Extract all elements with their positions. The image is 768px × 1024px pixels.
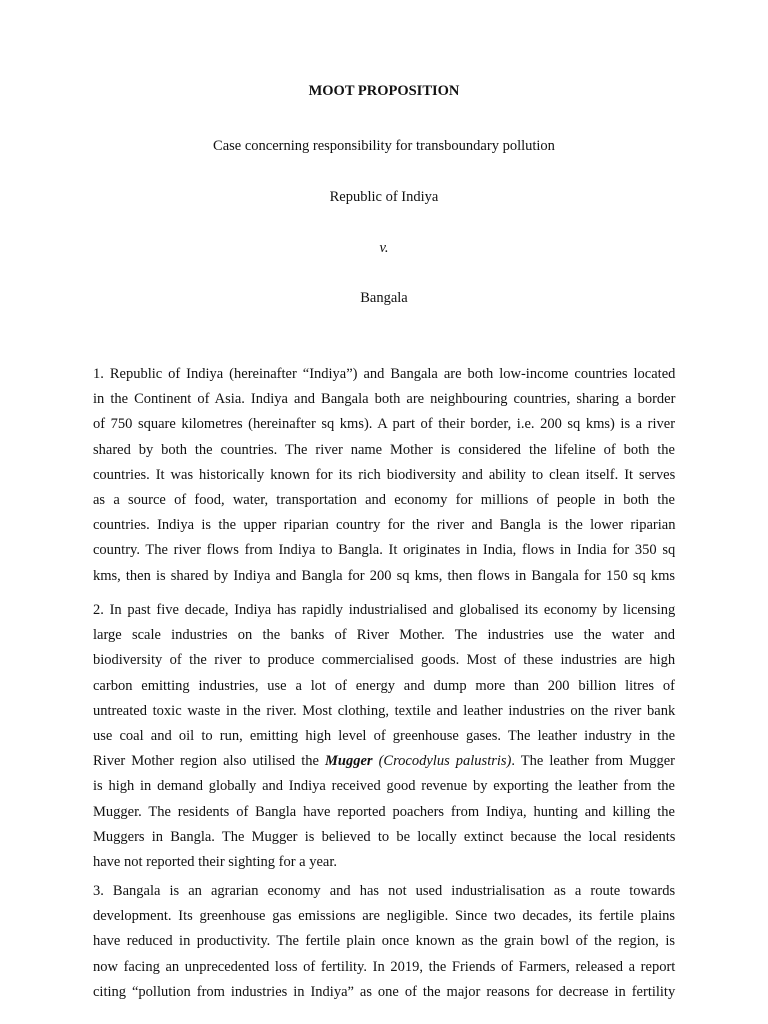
versus-label: v. [379,240,389,256]
party-applicant: Republic of Indiya [329,189,439,205]
paragraph-line: development. Its greenhouse gas emissions are negligible. Since two decades, its fertile plains [93,908,675,925]
paragraph-line: large scale industries on the banks of River Mother. The industries use the water and [93,627,675,644]
paragraph-1 [93,362,675,589]
paragraph-line: Mugger. The residents of Bangla have reported poachers from Indiya, hunting and killing the [93,803,675,820]
paragraph-line: 2. In past five decade, Indiya has rapidly industrialised and globalised its economy by licensing [93,602,676,618]
paragraph-line: Muggers in Bangla. The Mugger is believed to be locally extinct because the local residents [93,828,676,845]
paragraph-line: countries. Indiya is the upper riparian country for the river and Bangla is the lower riparian [93,517,676,534]
party-respondent: Bangala [360,290,408,306]
paragraph-line: country. The river flows from Indiya to Bangla. It originates in India, flows in India for 350 sq [93,542,676,559]
document-title: MOOT PROPOSITION [308,83,460,99]
paragraph-line: of 750 square kilometres (hereinafter sq kms). A part of their border, i.e. 200 sq kms) is a river [93,416,676,433]
paragraph-line: 1. Republic of Indiya (hereinafter “Indiya”) and Bangala are both low-income countries located [93,366,676,382]
paragraph-line: countries. It was historically known for its rich biodiversity and ability to clean itself. It serves [93,466,676,483]
paragraph-line: in the Continent of Asia. Indiya and Bangala both are neighbouring countries, sharing a border [93,391,676,408]
paragraph-line: kms, then is shared by Indiya and Bangla for 200 sq kms, then flows in Bangala for 150 sq kms [93,567,675,584]
paragraph-line-mugger [93,749,675,774]
paragraph-3 [93,879,675,1005]
paragraph-line: citing “pollution from industries in Indiya” as one of the major reasons for decrease in fertility [93,983,676,1000]
paragraph-line: carbon emitting industries, use a lot of energy and dump more than 200 billion litres of [93,677,675,694]
case-subtitle: Case concerning responsibility for transboundary pollution [213,138,555,154]
mugger-scientific-name: (Crocodylus palustris) [372,753,512,770]
paragraph-2 [93,598,675,875]
paragraph-line: biodiversity of the river to produce commercialised goods. Most of these industries are high [93,652,676,669]
paragraph-line: untreated toxic waste in the river. Most clothing, textile and leather industries on the river bank [93,702,676,719]
paragraph-line: is high in demand globally and Indiya received good revenue by exporting the leather from the [93,778,675,795]
paragraph-line: 3. Bangala is an agrarian economy and has not used industrialisation as a route towards [93,883,676,899]
paragraph-line: now facing an unprecedented loss of fertility. In 2019, the Friends of Farmers, released a report [93,958,676,975]
paragraph-line: have not reported their sighting for a year. [93,853,338,870]
paragraph-line: shared by both the countries. The river name Mother is considered the lifeline of both the [93,441,675,458]
mugger-line-start: River Mother region also utilised the [93,753,325,770]
paragraph-line: use coal and oil to run, emitting high level of greenhouse gases. The leather industry in the [93,727,675,744]
paragraph-line: have reduced in productivity. The fertile plain once known as the grain bowl of the region, is [93,933,675,950]
paragraph-line: as a source of food, water, transportation and economy for millions of people in both the [93,491,675,508]
mugger-term: Mugger [324,753,373,770]
mugger-line-end: . The leather from Mugger [511,753,675,770]
